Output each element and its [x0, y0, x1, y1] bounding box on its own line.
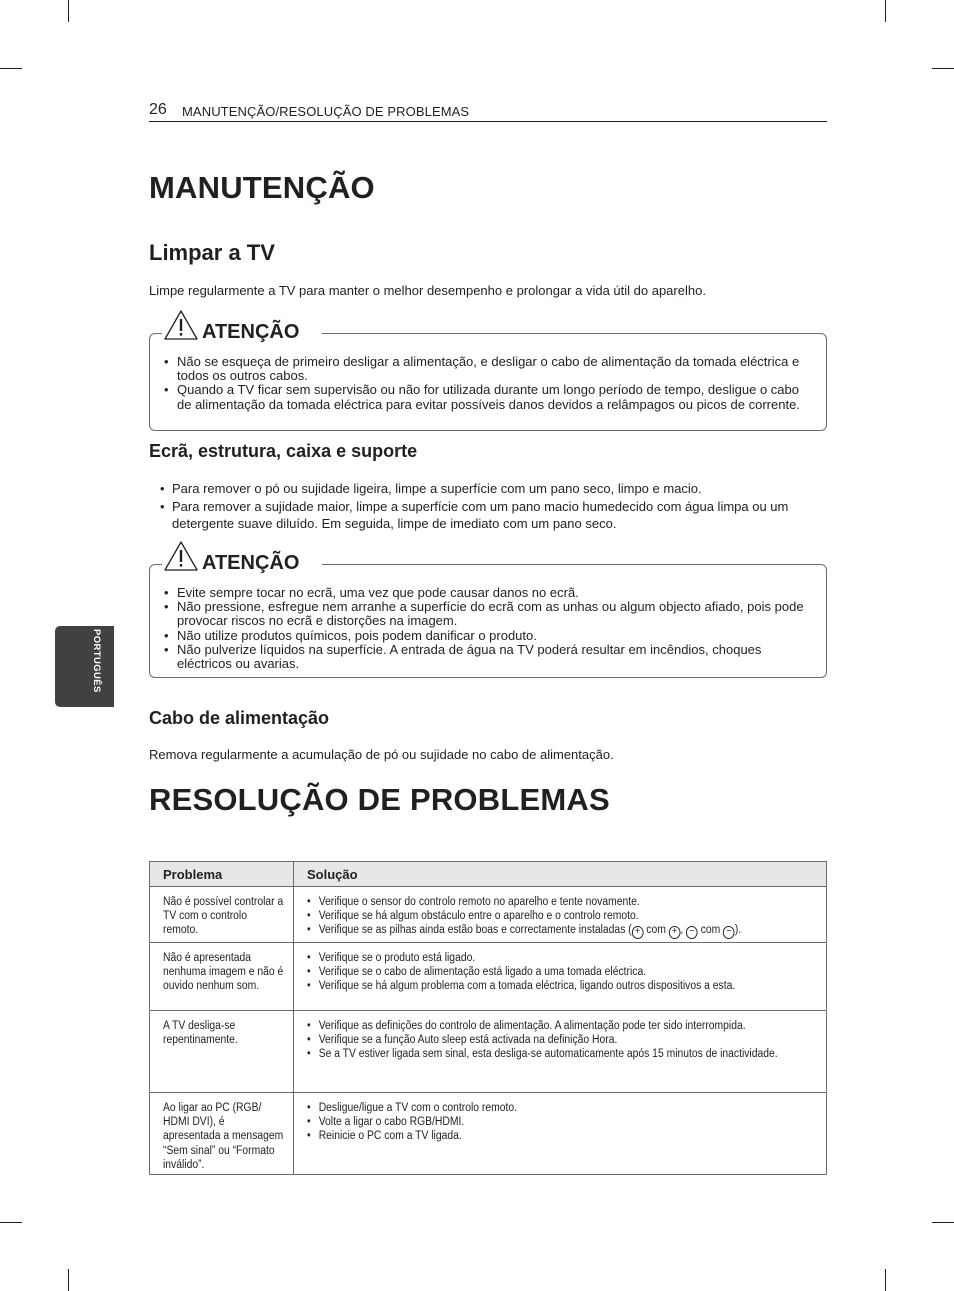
minus-icon: − [686, 926, 698, 939]
table-row [150, 1093, 827, 1175]
caution-item: • Não pulverize líquidos na superfície. A entrada de água na TV poderá resultar em incêndios, choques eléctricos ou avarias. [164, 643, 816, 671]
minus-icon: − [723, 926, 735, 939]
screen-item: • Para remover a sujidade maior, limpe a superfície com um pano macio humedecido com água limpa ou um detergente suave diluído. Em seguida, limpe de imediato com um pano seco. [160, 498, 828, 533]
screen-heading: Ecrã, estrutura, caixa e suporte [149, 441, 418, 461]
header-section-title: MANUTENÇÃO/RESOLUÇÃO DE PROBLEMAS [182, 104, 470, 119]
warning-icon [164, 541, 198, 571]
caution-item: • Não se esqueça de primeiro desligar a alimentação, e desligar o cabo de alimentação da tomada eléctrica e todos os outros cabos. [164, 355, 816, 383]
plus-icon: + [669, 926, 681, 939]
solution-item: • Verifique o sensor do controlo remoto no aparelho e tente novamente. [307, 895, 817, 909]
table-header-row [150, 862, 827, 887]
crop-mark [885, 1269, 886, 1291]
maintenance-title: MANUTENÇÃO [149, 170, 375, 205]
crop-mark [68, 0, 69, 22]
crop-mark [0, 1222, 22, 1223]
caution-box-screen [149, 552, 827, 678]
plus-icon: + [632, 926, 644, 939]
clean-tv-heading: Limpar a TV [149, 240, 275, 265]
solution-cell [294, 887, 827, 943]
problem-cell: Não é apresentada nenhuma imagem e não é ouvido nenhum som. [150, 943, 294, 1011]
caution-header [162, 310, 322, 344]
solution-cell [294, 1093, 827, 1175]
cable-heading: Cabo de alimentação [149, 708, 330, 728]
crop-mark [885, 0, 886, 22]
problem-cell: Não é possível controlar a TV com o controlo remoto. [150, 887, 294, 943]
page-number: 26 [149, 101, 167, 118]
solution-item: • Verifique se o produto está ligado. [307, 951, 817, 965]
language-tab-label: PORTUGUÊS [91, 629, 102, 693]
caution-item: • Quando a TV ficar sem supervisão ou não for utilizada durante um longo período de tempo, desligue o cabo de alimentação da tomada eléctrica para evitar possíveis danos devidos a relâmpagos ou picos de corrente. [164, 383, 816, 411]
table-row [150, 943, 827, 1011]
solution-item: • Verifique se há algum problema com a tomada eléctrica, ligando outros dispositivos a esta. [307, 979, 817, 993]
troubleshooting-table [149, 861, 827, 1175]
caution-title: ATENÇÃO [202, 321, 300, 343]
problem-cell: A TV desliga-se repentinamente. [150, 1011, 294, 1093]
solution-item: • Reinicie o PC com a TV ligada. [307, 1129, 817, 1143]
caution-box-clean [149, 321, 827, 431]
solution-cell [294, 943, 827, 1011]
screen-list [160, 480, 828, 533]
caution-header [162, 541, 322, 575]
solution-cell [294, 1011, 827, 1093]
solution-item: • Verifique se as pilhas ainda estão boas e correctamente instaladas ( + com + , − com − ). [307, 923, 817, 939]
page-header [149, 101, 827, 122]
caution-item: • Não utilize produtos químicos, pois podem danificar o produto. [164, 629, 816, 643]
solution-item: • Se a TV estiver ligada sem sinal, esta desliga-se automaticamente após 15 minutos de inactividade. [307, 1047, 817, 1061]
solution-item: • Volte a ligar o cabo RGB/HDMI. [307, 1115, 817, 1129]
solution-item: • Verifique se a função Auto sleep está activada na definição Hora. [307, 1033, 817, 1047]
caution-list [164, 355, 816, 412]
warning-icon [164, 310, 198, 340]
column-header-solution: Solução [294, 862, 827, 887]
caution-list [164, 586, 816, 671]
cable-text: Remova regularmente a acumulação de pó ou sujidade no cabo de alimentação. [149, 747, 614, 762]
solution-item: • Verifique se o cabo de alimentação está ligado a uma tomada eléctrica. [307, 965, 817, 979]
solution-item: • Verifique as definições do controlo de alimentação. A alimentação pode ter sido interrompida. [307, 1019, 817, 1033]
solution-item: • Verifique se há algum obstáculo entre o aparelho e o controlo remoto. [307, 909, 817, 923]
crop-mark [68, 1269, 69, 1291]
caution-title: ATENÇÃO [202, 552, 300, 574]
clean-tv-intro: Limpe regularmente a TV para manter o melhor desempenho e prolongar a vida útil do aparelho. [149, 283, 706, 298]
caution-item: • Evite sempre tocar no ecrã, uma vez que pode causar danos no ecrã. [164, 586, 816, 600]
language-tab [55, 626, 114, 707]
column-header-problem: Problema [150, 862, 294, 887]
table-row [150, 887, 827, 943]
crop-mark [932, 1222, 954, 1223]
crop-mark [0, 68, 22, 69]
solution-item: • Desligue/ligue a TV com o controlo remoto. [307, 1101, 817, 1115]
table-row [150, 1011, 827, 1093]
caution-item: • Não pressione, esfregue nem arranhe a superfície do ecrã com as unhas ou algum objecto afiado, pois pode provocar riscos no ecrã e distorções na imagem. [164, 600, 816, 628]
crop-mark [932, 68, 954, 69]
troubleshooting-title: RESOLUÇÃO DE PROBLEMAS [149, 782, 610, 817]
screen-item: • Para remover o pó ou sujidade ligeira, limpe a superfície com um pano seco, limpo e macio. [160, 480, 828, 498]
problem-cell: Ao ligar ao PC (RGB/ HDMI DVI), é apresentada a mensagem “Sem sinal” ou “Formato inválido”. [150, 1093, 294, 1175]
